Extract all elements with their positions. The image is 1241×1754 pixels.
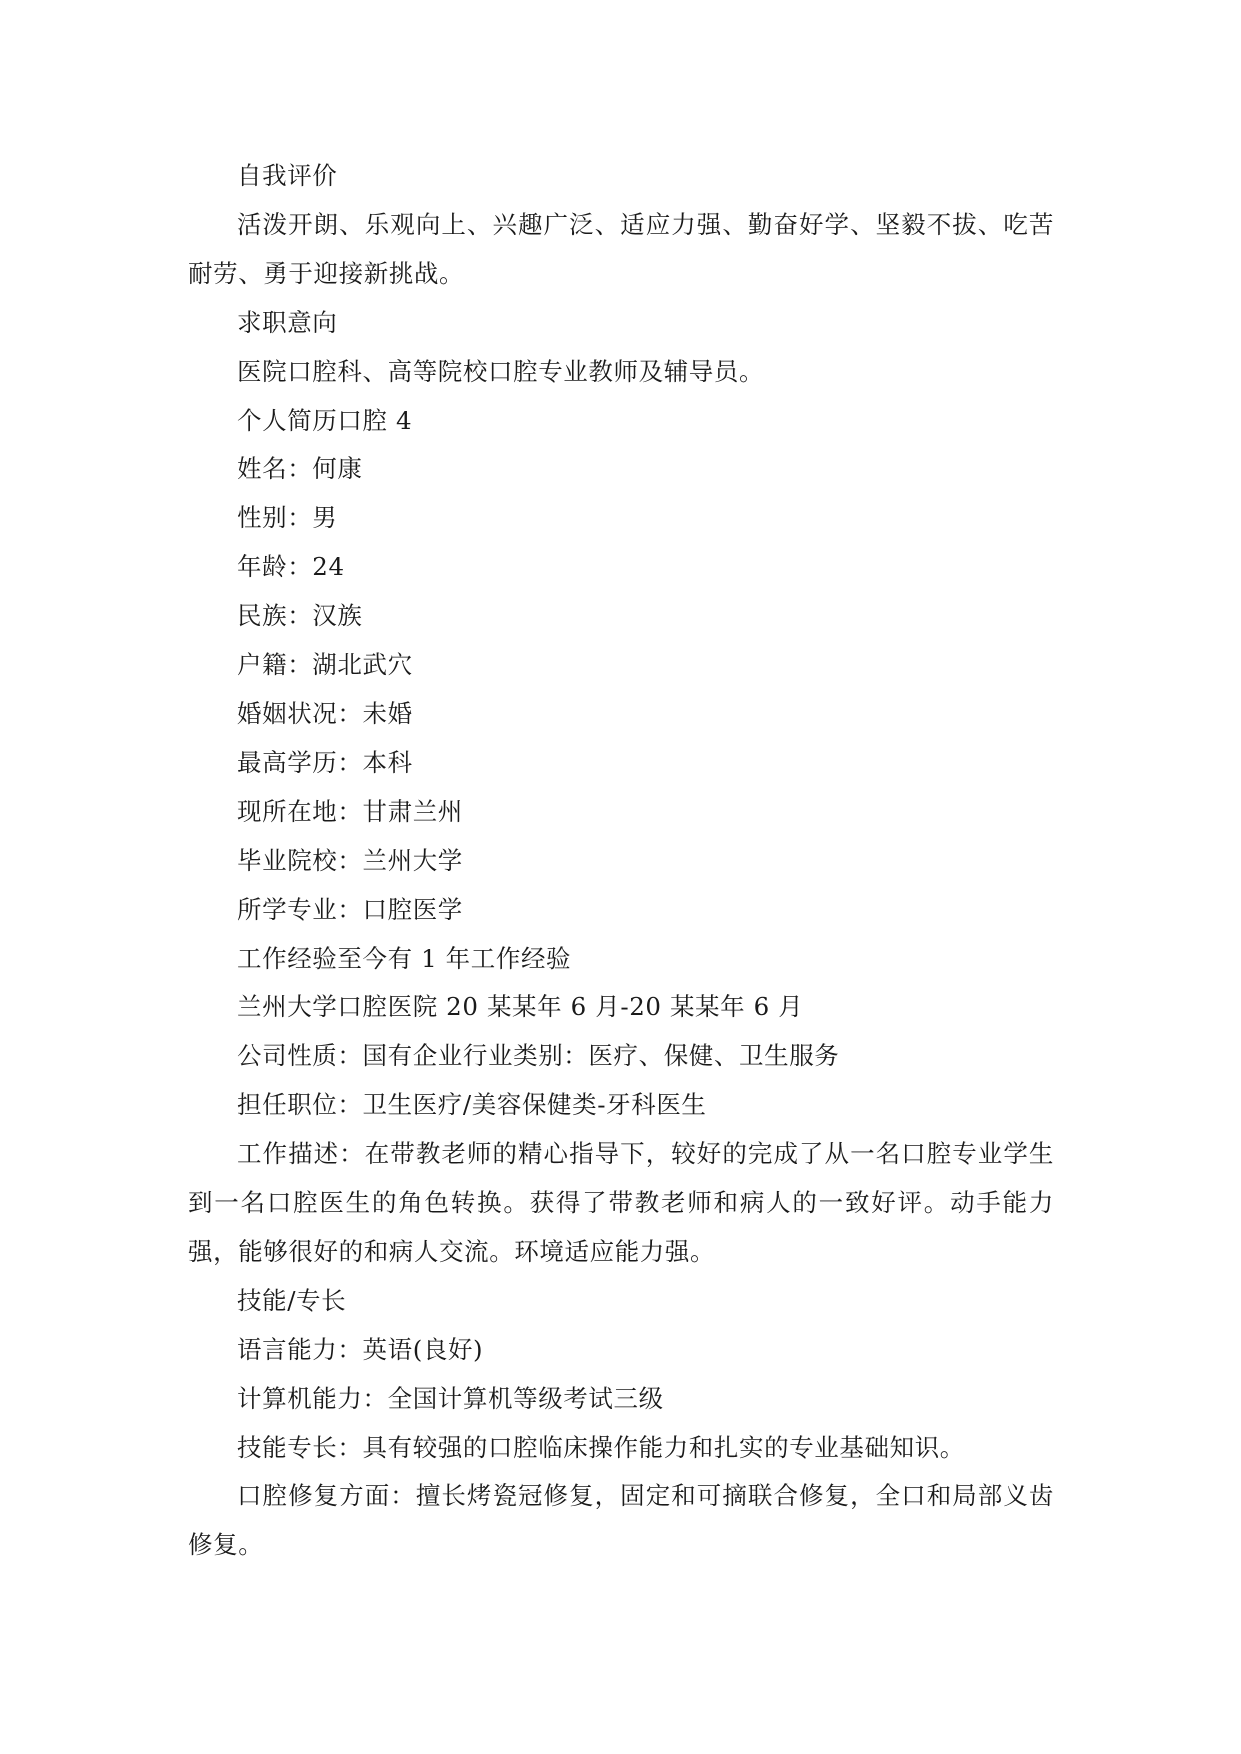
heading-job-intention: 求职意向 <box>237 307 338 337</box>
skill-computer: 计算机能力：全国计算机等级考试三级 <box>237 1383 664 1413</box>
work-employer-period: 兰州大学口腔医院 20 某某年 6 月-20 某某年 6 月 <box>237 992 804 1022</box>
skill-language: 语言能力：英语(良好) <box>237 1334 484 1364</box>
skill-specialty: 技能专长：具有较强的口腔临床操作能力和扎实的专业基础知识。 <box>237 1432 965 1462</box>
work-company-nature: 公司性质：国有企业行业类别：医疗、保健、卫生服务 <box>237 1041 840 1071</box>
heading-self-evaluation: 自我评价 <box>237 161 338 190</box>
job-intention-text: 医院口腔科、高等院校口腔专业教师及辅导员。 <box>237 356 765 386</box>
field-hometown: 户籍：湖北武穴 <box>237 650 413 680</box>
field-marital-status: 婚姻状况：未婚 <box>237 698 413 728</box>
work-position: 担任职位：卫生医疗/美容保健类-牙科医生 <box>237 1090 707 1120</box>
work-description: 工作描述：在带教老师的精心指导下，较好的完成了从一名口腔专业学生到一名口腔医生的角色转换。获得了带教老师和病人的一致好评。动手能力强，能够很好的和病人交流。环境适应能力强。 <box>188 1139 1054 1266</box>
field-gender: 性别：男 <box>237 503 338 533</box>
field-age: 年龄：24 <box>237 552 345 582</box>
field-ethnicity: 民族：汉族 <box>237 601 363 631</box>
heading-skills: 技能/专长 <box>237 1285 347 1315</box>
field-current-location: 现所在地：甘肃兰州 <box>237 796 463 826</box>
resume-title: 个人简历口腔 4 <box>237 405 413 435</box>
self-evaluation-text: 活泼开朗、乐观向上、兴趣广泛、适应力强、勤奋好学、坚毅不拔、吃苦耐劳、勇于迎接新挑战。 <box>188 209 1054 288</box>
field-education: 最高学历：本科 <box>237 747 413 777</box>
work-experience-summary: 工作经验至今有 1 年工作经验 <box>237 943 572 973</box>
field-school: 毕业院校：兰州大学 <box>237 845 463 875</box>
skill-prosthodontics: 口腔修复方面：擅长烤瓷冠修复，固定和可摘联合修复，全口和局部义齿修复。 <box>188 1481 1054 1560</box>
field-major: 所学专业：口腔医学 <box>237 894 463 924</box>
field-name: 姓名：何康 <box>237 454 363 484</box>
document-body <box>188 152 1054 1570</box>
